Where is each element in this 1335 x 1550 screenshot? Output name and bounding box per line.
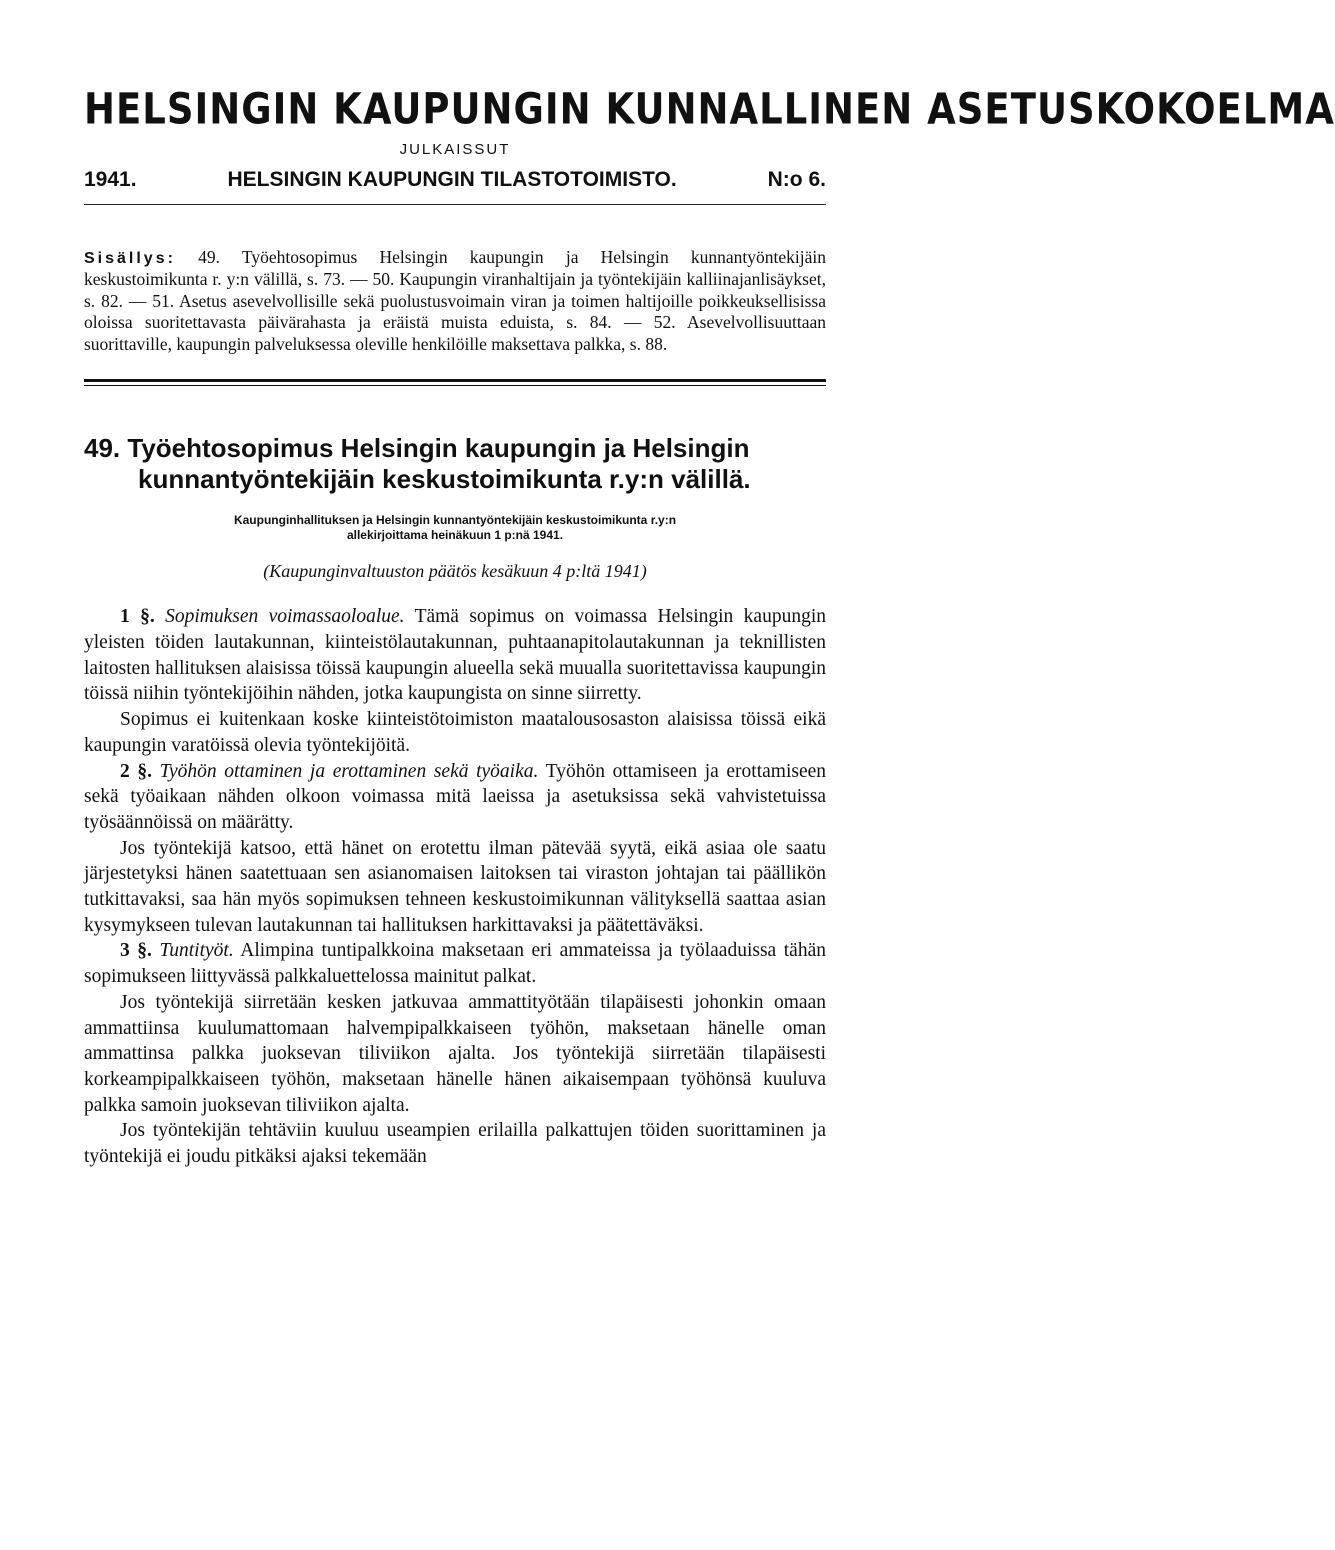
section-1-title: Sopimuksen voimassaoloalue. — [165, 606, 405, 628]
section-1-paragraph-2: Sopimus ei kuitenkaan koske kiinteistötoimiston maatalousosaston alaisissa töissä eikä kaupungin varatöissä olevia työntekijöitä. — [84, 709, 826, 756]
table-of-contents — [84, 247, 826, 356]
article-subtitle — [84, 513, 826, 543]
article-subtitle-line2: allekirjoittama heinäkuun 1 p:nä 1941. — [346, 528, 564, 543]
section-3-number: 3 §. — [120, 940, 152, 962]
publication-year: 1941. — [84, 167, 137, 191]
section-1 — [84, 604, 826, 707]
section-2 — [84, 759, 826, 836]
publication-row — [84, 168, 826, 192]
masthead-title: HELSINGIN KAUPUNGIN KUNNALLINEN ASETUSKOKOELMA — [84, 84, 1335, 134]
article-subtitle-line1: Kaupunginhallituksen ja Helsingin kunnantyöntekijäin keskustoimikunta r.y:n — [233, 513, 677, 528]
section-2-title: Työhön ottaminen ja erottaminen sekä työaika. — [159, 760, 539, 782]
section-3-text: Alimpina tuntipalkkoina maksetaan eri ammateissa ja työlaaduissa tähän sopimukseen liittyvässä palkkaluettelossa mainitut palkat. — [84, 940, 826, 988]
issue-number: N:o 6. — [767, 167, 826, 191]
masthead-subtitle: JULKAISSUT — [399, 140, 511, 158]
contents-text: 49. Työehtosopimus Helsingin kaupungin ja Helsingin kunnantyöntekijäin keskustoimikunta r. y:n välillä, s. 73. — 50. Kaupungin viranhaltijain ja työntekijäin kalliinajanlisäykset, s. 82. — 51. Asetus asevelvollisille sekä puolustusvoimain viran ja toimen haltijoille poikkeuksellisissa oloissa suoritettavasta päivärahasta ja eräistä muista eduista, s. 84. — 52. Asevelvollisuuttaan suorittaville, kaupungin palveluksessa oleville henkilöille maksettava palkka, s. 88. — [84, 246, 827, 354]
contents-label: Sisällys: — [84, 249, 176, 267]
section-divider — [84, 379, 826, 386]
publisher: HELSINGIN KAUPUNGIN TILASTOTOIMISTO. — [227, 167, 677, 191]
section-1-text: Tämä sopimus on voimassa Helsingin kaupungin yleisten töiden lautakunnan, kiinteistölautakunnan, puhtaanapitolautakunnan ja teknillisten laitosten hallituksen alaisissa töissä kaupungin alueella sekä muualla suoritettavissa kaupungin töissä niihin työntekijöihin nähden, jotka kaupungista on sinne siirretty. — [84, 606, 826, 705]
section-2-text: Työhön ottamiseen ja erottamiseen sekä työaikaan nähden olkoon voimassa mitä laeissa ja asetuksissa sekä vahvistetuissa työsäännöissä on määrätty. — [84, 760, 827, 833]
section-2-paragraph-2: Jos työntekijä katsoo, että hänet on erotettu ilman pätevää syytä, eikä asiaa ole saatu järjestetyksi hänen saatettuaan sen asianomaisen laitoksen tai viraston johtajan tai päällikön tutkittavaksi, saa hän myös sopimuksen tehneen keskustoimikunnan välityksellä saattaa asian kysymykseen tulevan lautakunnan tai hallituksen harkittavaksi ja päätettäväksi. — [84, 837, 826, 936]
council-decision: (Kaupunginvaltuuston päätös kesäkuun 4 p:ltä 1941) — [263, 561, 647, 582]
article-body — [84, 604, 826, 1169]
section-3-paragraph-3: Jos työntekijän tehtäviin kuuluu useampien erilailla palkattujen töiden suorittaminen ja työntekijä ei joudu pitkäksi ajaksi tekemään — [84, 1120, 826, 1168]
header-rule — [84, 204, 826, 205]
section-3 — [84, 938, 826, 989]
article-title: 49. Työehtosopimus Helsingin kaupungin ja Helsingin kunnantyöntekijäin keskustoimikunta r.y:n välillä. — [84, 433, 751, 495]
section-3-paragraph-2: Jos työntekijä siirretään kesken jatkuvaa ammattityötään tilapäisesti johonkin omaan ammattiinsa kuulumattomaan halvempipalkkaiseen työhön, maksetaan hänelle oman ammattinsa palkka juoksevan tiliviikon ajalta. Jos työntekijä siirretään tilapäisesti korkeampipalkkaiseen työhön, maksetaan hänelle hänen aikaisempaan työhönsä kuuluva palkka samoin juoksevan tiliviikon ajalta. — [84, 991, 826, 1116]
document-page — [84, 84, 1335, 1170]
section-3-title: Tuntityöt. — [159, 940, 234, 962]
section-1-number: 1 §. — [120, 606, 155, 628]
section-2-number: 2 §. — [120, 760, 152, 782]
